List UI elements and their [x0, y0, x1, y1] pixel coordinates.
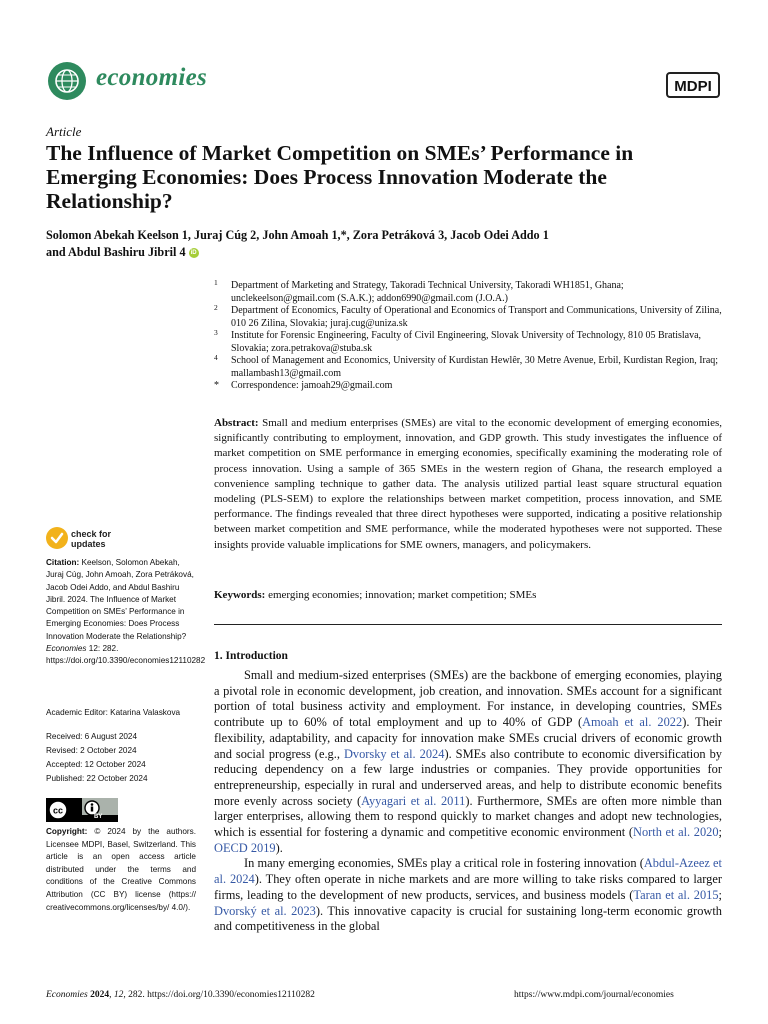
- affiliation-item: 2 Department of Economics, Faculty of Operational and Economics of Transport and Communications, University of Zilina, 010 26 Zilina, Slovakia; juraj.cug@uniza.sk: [214, 303, 722, 329]
- reference-link[interactable]: Abdul-Azeez et al. 2024: [214, 856, 722, 887]
- reference-link[interactable]: North et al. 2020: [633, 825, 719, 840]
- journal-logo: [48, 62, 86, 100]
- abstract-label: Abstract:: [214, 417, 259, 429]
- author-line-2: and Abdul Bashiru Jibril 4 iD: [46, 245, 197, 259]
- abstract-text: Small and medium enterprises (SMEs) are vital to the economic development of emerging economies, significantly contributing to employment, innovation, and GDP growth. This study investigates the influence of market competition on SME performance in emerging economies, specifically examining the moderating role of process innovation. Using a sample of 365 SMEs in the western region of Ghana, the research employed a convenience sampling technique to gather data. The analysis utilized partial least square structural equation modeling (PLS-SEM) to explore the relationships between market competition, process innovation, and SME performance. The findings revealed that three direct hypotheses were supported, indicating a positive relationship between market competition and SME performance, while the moderated hypotheses were not supported. These insights provide valuable implications for SME owners, managers, and policymakers.: [214, 417, 722, 551]
- citation-doi-link[interactable]: 12: 282. https://doi.org/10.3390/economies12110282: [46, 644, 206, 666]
- keywords: [214, 588, 722, 603]
- paragraph: In many emerging economies, SMEs play a critical role in fostering innovation (Abdul-Azeez et al. 2024). They often operate in niche markets and are more willing to take risks compared to larger firms, leading to the development of new products, services, and business models (Taran et al. 2015; Dvorský et al. 2023). This innovative capacity is crucial for sustaining long-term economic growth and competitiveness in the global: [214, 856, 722, 934]
- academic-editor: Academic Editor: Katarina Valaskova: [46, 708, 181, 717]
- article-type: Article: [46, 124, 82, 139]
- svg-text:cc: cc: [52, 805, 64, 816]
- footer-journal-url[interactable]: https://www.mdpi.com/journal/economies: [514, 990, 674, 1000]
- copyright-notice: Copyright: © 2024 by the authors. Licensee MDPI, Basel, Switzerland. This article is an open access article distributed under the terms and conditions of the Creative Commons Attribution (CC BY) license (https:// creativecommons.org/licenses/by/ 4.0/).: [46, 827, 196, 912]
- affiliation-item: 1 Department of Marketing and Strategy, Takoradi Technical University, Takoradi WH1851, Ghana; unclekeelson@gmail.com (S.A.K.); addon6990@gmail.com (J.O.A.): [214, 278, 624, 304]
- affiliation-item: 3 Institute for Forensic Engineering, Faculty of Civil Engineering, Slovak University of Technology, 810 05 Bratislava, Slovakia; zora.petrakova@stuba.sk: [214, 328, 702, 354]
- citation: Citation: Keelson, Solomon Abekah, Juraj Cúg, John Amoah, Zora Petráková, Jacob Odei Addo, and Abdul Bashiru Jibril. 2024. The Influence of Market Competition on SMEs’ Performance in Emerging Economies: Does Process Innovation Moderate the Relationship? Economies 12: 282. https://doi.org/10.3390/economies12110282: [46, 558, 206, 666]
- publisher-logo[interactable]: MDPI: [666, 72, 720, 98]
- globe-icon: [48, 62, 86, 100]
- reference-link[interactable]: Dvorský et al. 2023: [214, 903, 316, 918]
- received-date: Received: 6 August 2024: [46, 732, 138, 741]
- abstract: [214, 416, 722, 553]
- reference-link[interactable]: Amoah et al. 2022: [582, 715, 683, 730]
- footer-citation: Economies 2024, 12, 282. https://doi.org/10.3390/economies12110282: [46, 990, 315, 1000]
- keywords-text: emerging economies; innovation; market competition; SMEs: [268, 589, 537, 601]
- article-title: The Influence of Market Competition on SMEs’ Performance in Emerging Economies: Does Process Innovation Moderate the Relationship?: [46, 141, 634, 213]
- creative-commons-icon: [46, 798, 118, 822]
- divider: [214, 624, 722, 625]
- cc-by-license-badge[interactable]: cc BY: [46, 798, 118, 822]
- orcid-icon[interactable]: iD: [190, 250, 197, 257]
- paragraph: Small and medium-sized enterprises (SMEs) are the backbone of emerging economies, playing a pivotal role in economic development, job creation, and innovation. SMEs account for a significant portion of total business activity and employment. For instance, in developing countries, SMEs contribute up to 60% of total employment and up to 40% of GDP (Amoah et al. 2022). Their flexibility, adaptability, and capacity for innovation make SMEs crucial drivers of economic growth and social progress (e.g., Dvorsky et al. 2024). SMEs also contribute to economic diversification by reducing dependency on a few large industries or companies. They provide opportunities for entrepreneurship, especially in rural and underserved areas, and help to distribute economic benefits more evenly across society (Ayyagari et al. 2011). Furthermore, SMEs are often more nimble than larger enterprises, allowing them to respond quickly to market changes and adopt new technologies, which is essential for fostering a dynamic and competitive economic environment (North et al. 2020; OECD 2019).: [214, 668, 723, 855]
- check-for-updates-icon[interactable]: [46, 527, 68, 549]
- checkmark-icon: [46, 527, 68, 549]
- journal-name[interactable]: economies: [96, 64, 208, 91]
- keywords-label: Keywords:: [214, 589, 266, 601]
- reference-link[interactable]: Dvorsky et al. 2024: [343, 746, 445, 761]
- affiliations: [214, 280, 724, 393]
- check-for-updates-button[interactable]: check for updates: [71, 529, 112, 549]
- revised-date: Revised: 2 October 2024: [46, 746, 137, 755]
- accepted-date: Accepted: 12 October 2024: [46, 760, 146, 769]
- author-line-1: Solomon Abekah Keelson 1, Juraj Cúg 2, John Amoah 1,*, Zora Petráková 3, Jacob Odei Addo 1: [46, 228, 549, 242]
- affiliation-item: 4 School of Management and Economics, University of Kurdistan Hewlêr, 30 Metre Avenue, Erbil, Kurdistan Region, Iraq; mallambash13@gmail.com: [214, 353, 719, 379]
- section-heading: 1. Introduction: [214, 650, 288, 662]
- reference-link[interactable]: Ayyagari et al. 2011: [361, 793, 466, 808]
- body-text: [214, 668, 722, 935]
- published-date: Published: 22 October 2024: [46, 774, 148, 783]
- author-list: [46, 227, 736, 261]
- reference-link[interactable]: Taran et al. 2015: [633, 887, 719, 902]
- correspondence: * Correspondence: jamoah29@gmail.com: [214, 380, 393, 391]
- reference-link[interactable]: OECD 2019: [214, 840, 276, 855]
